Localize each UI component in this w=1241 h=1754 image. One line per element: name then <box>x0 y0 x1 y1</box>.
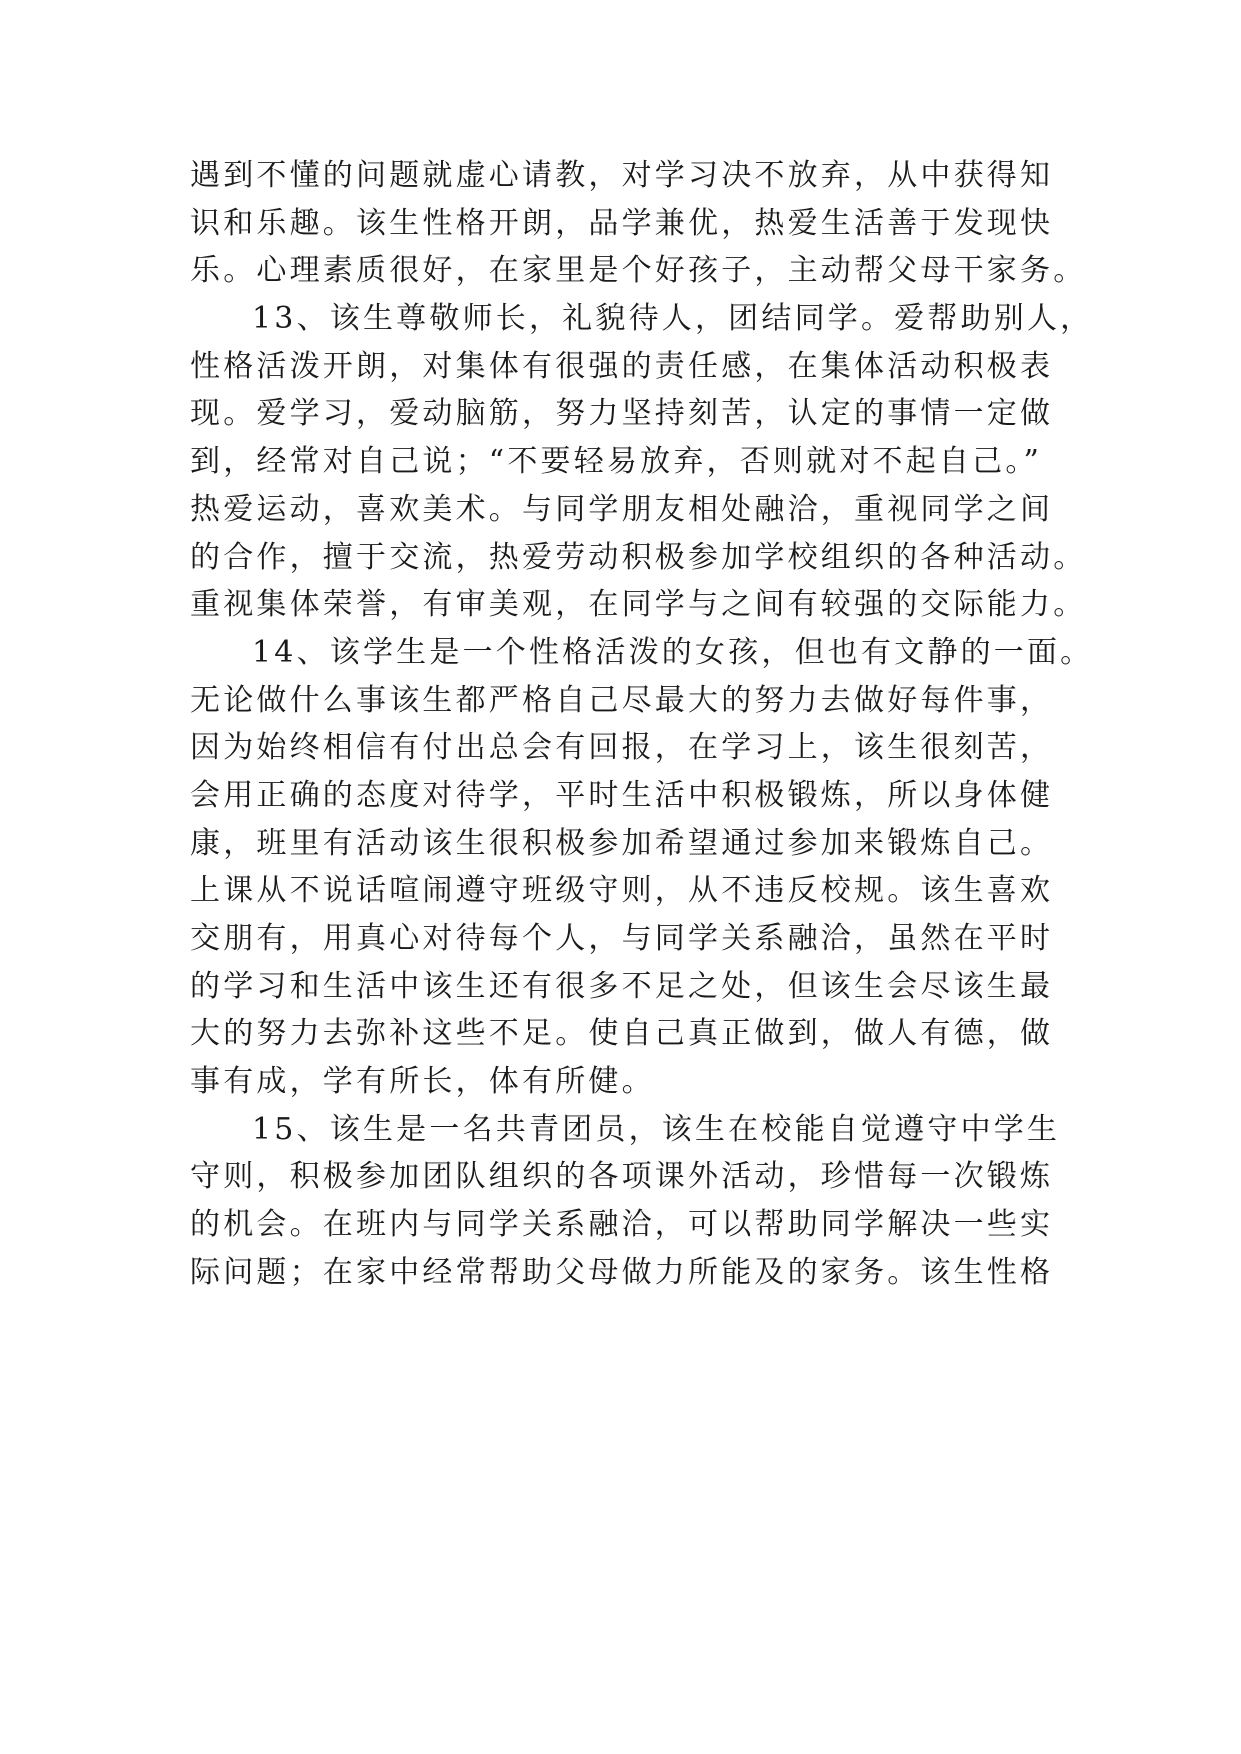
text-line: 遇到不懂的问题就虚心请教，对学习决不放弃，从中获得知 <box>190 158 1054 193</box>
text-line: 因为始终相信有付出总会有回报，在学习上，该生很刻苦， <box>190 730 1054 766</box>
paragraph-14-start: 14、该学生是一个性格活泼的女孩，但也有文静的一面。 <box>252 634 1094 670</box>
text-line: 大的努力去弥补这些不足。使自己真正做到，做人有德，做 <box>190 1016 1054 1052</box>
body-text <box>190 152 1094 1297</box>
text-line: 会用正确的态度对待学，平时生活中积极锻炼，所以身体健 <box>190 777 1054 813</box>
text-line: 到，经常对自己说；“不要轻易放弃，否则就对不起自己。” <box>190 444 1043 480</box>
text-line: 识和乐趣。该生性格开朗，品学兼优，热爱生活善于发现快 <box>190 205 1054 241</box>
text-line: 守则，积极参加团队组织的各项课外活动，珍惜每一次锻炼 <box>190 1159 1054 1195</box>
text-line: 交朋有，用真心对待每个人，与同学关系融洽，虽然在平时 <box>190 921 1054 956</box>
text-line: 的学习和生活中该生还有很多不足之处，但该生会尽该生最 <box>190 968 1054 1004</box>
text-line: 重视集体荣誉，有审美观，在同学与之间有较强的交际能力。 <box>190 587 1087 623</box>
text-line: 现。爱学习，爱动脑筋，努力坚持刻苦，认定的事情一定做 <box>190 396 1054 432</box>
paragraph-13-start: 13、该生尊敬师长，礼貌待人，团结同学。爱帮助别人， <box>252 301 1094 337</box>
text-line: 上课从不说话喧闹遵守班级守则，从不违反校规。该生喜欢 <box>190 873 1054 909</box>
text-line: 事有成，学有所长，体有所健。 <box>190 1064 655 1100</box>
text-line: 际问题；在家中经常帮助父母做力所能及的家务。该生性格 <box>190 1254 1054 1290</box>
text-line: 无论做什么事该生都严格自己尽最大的努力去做好每件事， <box>190 682 1054 718</box>
text-line: 热爱运动，喜欢美术。与同学朋友相处融洽，重视同学之间 <box>190 491 1054 527</box>
text-line: 的机会。在班内与同学关系融洽，可以帮助同学解决一些实 <box>190 1207 1054 1243</box>
text-line: 乐。心理素质很好，在家里是个好孩子，主动帮父母干家务。 <box>190 253 1087 289</box>
paragraph-15-start: 15、该生是一名共青团员，该生在校能自觉遵守中学生 <box>252 1111 1061 1147</box>
text-line: 性格活泼开朗，对集体有很强的责任感，在集体活动积极表 <box>190 348 1054 384</box>
text-line: 康，班里有活动该生很积极参加希望通过参加来锻炼自己。 <box>190 825 1054 861</box>
text-line: 的合作，擅于交流，热爱劳动积极参加学校组织的各种活动。 <box>190 539 1087 575</box>
